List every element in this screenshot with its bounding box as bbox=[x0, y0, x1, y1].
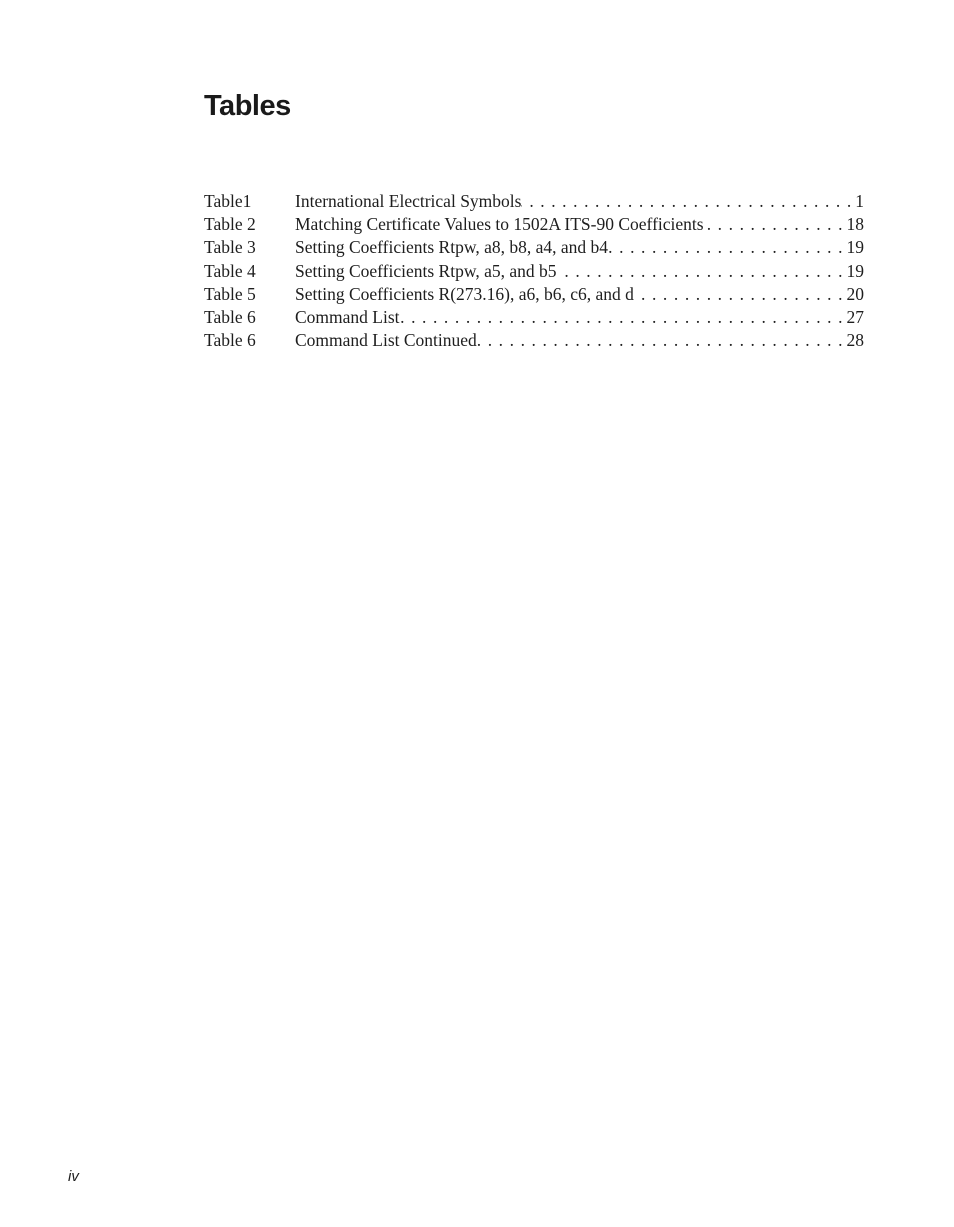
toc-caption: Command List Continued bbox=[295, 330, 477, 351]
toc-table-number: Table 6 bbox=[204, 330, 256, 351]
toc-row[interactable] bbox=[204, 329, 864, 352]
dot-leader bbox=[557, 260, 847, 283]
toc-table-number: Table 4 bbox=[204, 260, 256, 281]
toc-table-number: Table 2 bbox=[204, 214, 256, 235]
toc-row[interactable] bbox=[204, 236, 864, 259]
dot-leader bbox=[634, 283, 847, 306]
toc-entry bbox=[295, 213, 847, 236]
dot-leader bbox=[477, 329, 847, 352]
toc-entry bbox=[295, 306, 847, 329]
toc-page-number: 28 bbox=[846, 330, 864, 351]
page-folio: iv bbox=[68, 1168, 79, 1185]
dot-leader bbox=[521, 190, 855, 213]
toc-entry bbox=[295, 190, 855, 213]
toc-page-number: 18 bbox=[846, 214, 864, 235]
dot-leader bbox=[400, 306, 847, 329]
toc-caption: Setting Coefficients Rtpw, a5, and b5 bbox=[295, 260, 557, 281]
toc-entry bbox=[295, 260, 847, 283]
toc-row[interactable] bbox=[204, 213, 864, 236]
toc-caption: International Electrical Symbols bbox=[295, 191, 522, 211]
table-of-contents bbox=[204, 190, 864, 352]
toc-row[interactable] bbox=[204, 283, 864, 306]
toc-entry bbox=[295, 236, 847, 259]
toc-entry bbox=[295, 329, 847, 352]
toc-table-number: Table 3 bbox=[204, 237, 256, 258]
page-title: Tables bbox=[204, 90, 291, 122]
toc-caption: Setting Coefficients Rtpw, a8, b8, a4, and b4 bbox=[295, 237, 609, 258]
toc-table-number: Table1 bbox=[204, 191, 252, 211]
toc-caption: Matching Certificate Values to 1502A ITS-90 Coefficients bbox=[295, 214, 704, 235]
toc-page-number: 1 bbox=[855, 191, 864, 211]
toc-entry bbox=[295, 283, 847, 306]
toc-row[interactable] bbox=[204, 260, 864, 283]
toc-table-number: Table 5 bbox=[204, 283, 256, 304]
dot-leader bbox=[704, 213, 847, 236]
toc-table-number: Table 6 bbox=[204, 306, 256, 327]
toc-page-number: 27 bbox=[846, 306, 864, 327]
toc-caption: Setting Coefficients R(273.16), a6, b6, c6, and d bbox=[295, 283, 634, 304]
dot-leader bbox=[608, 236, 846, 259]
toc-row[interactable] bbox=[204, 190, 864, 213]
toc-page-number: 19 bbox=[846, 260, 864, 281]
toc-page-number: 20 bbox=[846, 283, 864, 304]
toc-page-number: 19 bbox=[846, 237, 864, 258]
toc-caption: Command List bbox=[295, 306, 400, 327]
toc-row[interactable] bbox=[204, 306, 864, 329]
